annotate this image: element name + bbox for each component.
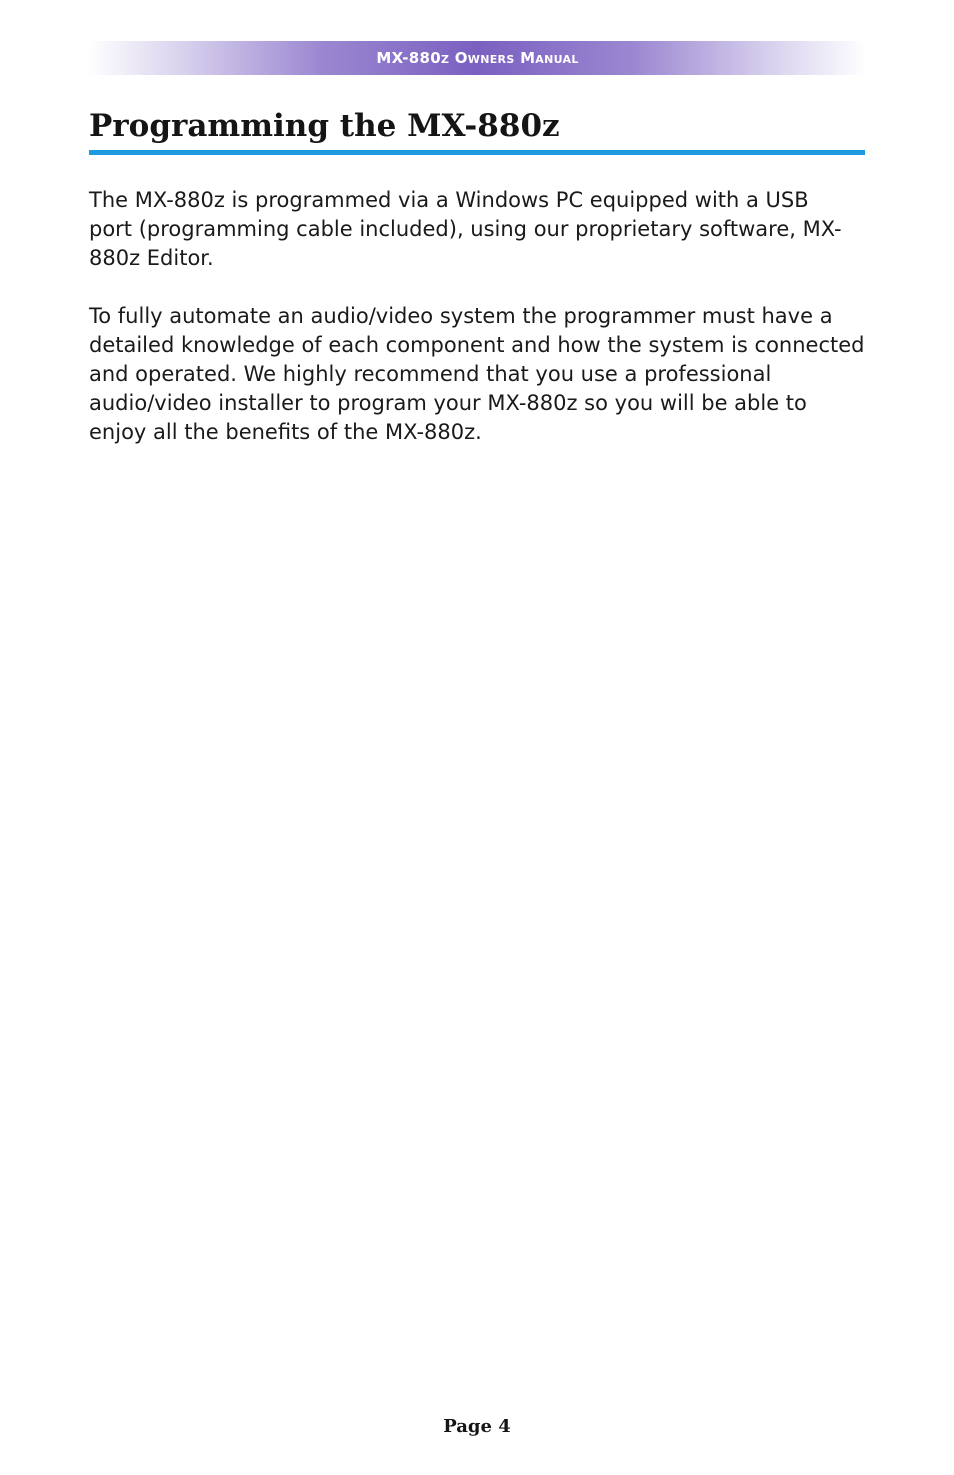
paragraph-line: port (programming cable included), using our proprietary software, MX- [89, 217, 842, 241]
paragraph-line: To fully automate an audio/video system the programmer must have a [89, 304, 833, 328]
paragraph-programming-intro [89, 186, 864, 273]
paragraph-line: audio/video installer to program your MX-880z so you will be able to [89, 391, 807, 415]
paragraph-line: 880z Editor. [89, 246, 214, 270]
header-banner [88, 41, 867, 75]
page-number: Page 4 [443, 1416, 511, 1437]
paragraph-line: detailed knowledge of each component and how the system is connected [89, 333, 865, 357]
paragraph-line: enjoy all the benefits of the MX-880z. [89, 420, 482, 444]
paragraph-line: The MX-880z is programmed via a Windows PC equipped with a USB [89, 188, 809, 212]
page-title: Programming the MX-880z [89, 108, 560, 144]
paragraph-installer-recommendation [89, 302, 864, 447]
running-header-title: MX-880z Owners Manual [376, 49, 579, 67]
title-underline-rule [89, 150, 865, 155]
paragraph-line: and operated. We highly recommend that you use a professional [89, 362, 772, 386]
